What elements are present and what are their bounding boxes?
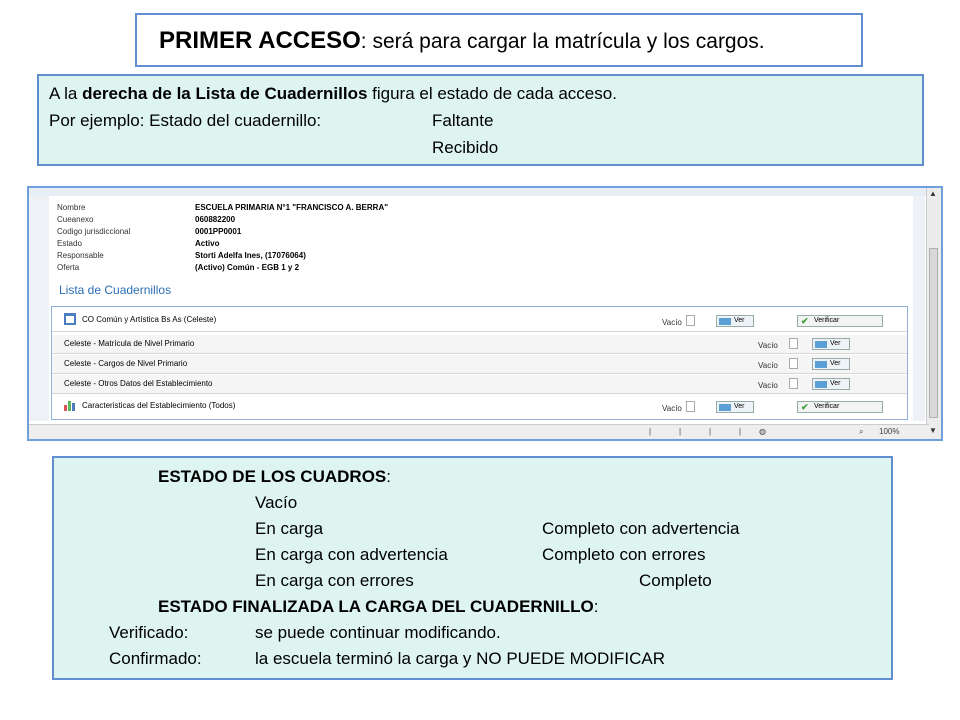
status-bar <box>29 424 929 439</box>
view-icon <box>719 318 731 325</box>
info-value-responsable: Storti Adelfa Ines, (17076064) <box>195 251 306 260</box>
status-text: Vacío <box>758 381 778 390</box>
state-completo-errores: Completo con errores <box>542 545 706 564</box>
ver-button[interactable] <box>716 401 754 413</box>
info-label-responsable: Responsable <box>57 251 104 260</box>
view-icon <box>719 404 731 411</box>
info-label-codigo: Codigo jurisdiccional <box>57 227 131 236</box>
chart-icon <box>64 399 76 411</box>
cuadernillos-list <box>51 306 908 420</box>
info-value-nombre: ESCUELA PRIMARIA N°1 "FRANCISCO A. BERRA" <box>195 203 389 212</box>
confirmado-text: la escuela terminó la carga y NO PUEDE MODIFICAR <box>255 649 666 668</box>
document-icon <box>686 401 695 412</box>
list-item-matricula[interactable] <box>52 335 907 354</box>
status-text: Vacío <box>758 361 778 370</box>
status-text: Vacío <box>662 404 682 413</box>
intro-line1-bold: derecha de la Lista de Cuadernillos <box>82 84 368 103</box>
verificado-label: Verificado: <box>109 623 189 642</box>
view-icon <box>815 361 827 368</box>
ver-label: Ver <box>830 360 841 367</box>
left-strip <box>29 196 49 421</box>
state-completo: Completo <box>639 571 712 590</box>
table-icon <box>64 313 76 325</box>
states-box <box>52 456 893 680</box>
intro-example-label: Por ejemplo: Estado del cuadernillo: <box>49 111 322 130</box>
right-strip <box>913 196 925 421</box>
intro-box <box>37 74 924 166</box>
zoom-level[interactable]: 100% <box>879 427 900 436</box>
vertical-scrollbar[interactable] <box>926 188 941 439</box>
window-top-bar <box>29 188 941 196</box>
ver-label: Ver <box>830 380 841 387</box>
states-heading-colon: : <box>386 467 391 486</box>
list-item-label: Caracteristicas del Establecimiento (Todos) <box>82 401 236 410</box>
list-item-group-co[interactable] <box>52 309 907 332</box>
ver-button[interactable] <box>812 378 850 390</box>
list-item-label: Celeste - Otros Datos del Establecimiento <box>64 379 213 388</box>
title-rest: : será para cargar la matrícula y los cargos. <box>360 30 765 53</box>
globe-icon: ◍ <box>759 427 766 436</box>
states-heading <box>158 467 391 487</box>
list-title: Lista de Cuadernillos <box>59 283 172 297</box>
status-separator-icon: | <box>739 427 742 436</box>
verificar-label: Verificar <box>814 317 840 324</box>
document-icon <box>686 315 695 326</box>
state-en-carga-advertencia: En carga con advertencia <box>255 545 448 564</box>
state-en-carga-errores: En carga con errores <box>255 571 414 590</box>
info-label-estado: Estado <box>57 239 82 248</box>
check-icon: ✔ <box>801 402 809 412</box>
view-icon <box>815 381 827 388</box>
verificado-text: se puede continuar modificando. <box>255 623 501 642</box>
final-heading <box>158 597 598 617</box>
scroll-thumb[interactable] <box>929 248 938 418</box>
intro-status-recibido: Recibido <box>432 138 499 157</box>
scroll-down-icon[interactable]: ▼ <box>929 426 937 435</box>
status-separator-icon: | <box>679 427 682 436</box>
info-value-oferta: (Activo) Común - EGB 1 y 2 <box>195 263 300 272</box>
states-heading-text: ESTADO DE LOS CUADROS <box>158 467 387 486</box>
state-completo-advertencia: Completo con advertencia <box>542 519 740 538</box>
title-bold: PRIMER ACCESO <box>159 27 361 54</box>
ver-button[interactable] <box>716 315 754 327</box>
info-value-cueanexo: 060882200 <box>195 215 236 224</box>
zoom-icon[interactable]: ⌕ <box>859 427 864 436</box>
status-separator-icon: | <box>709 427 712 436</box>
info-value-estado: Activo <box>195 239 220 248</box>
ver-label: Ver <box>734 403 745 410</box>
verificar-label: Verificar <box>814 403 840 410</box>
verificar-button[interactable] <box>797 315 883 327</box>
list-item-cargos[interactable] <box>52 355 907 374</box>
intro-line1-post: figura el estado de cada acceso. <box>367 84 617 103</box>
ver-button[interactable] <box>812 358 850 370</box>
ver-button[interactable] <box>812 338 850 350</box>
document-icon <box>789 358 798 369</box>
list-item-label: Celeste - Cargos de Nivel Primario <box>64 359 188 368</box>
info-label-cueanexo: Cueanexo <box>57 215 94 224</box>
verificar-button[interactable] <box>797 401 883 413</box>
status-text: Vacío <box>662 318 682 327</box>
title-box <box>135 13 863 67</box>
view-icon <box>815 341 827 348</box>
list-item-label: CO Común y Artística Bs As (Celeste) <box>82 315 217 324</box>
ver-label: Ver <box>830 340 841 347</box>
screenshot-panel <box>27 186 943 441</box>
list-item-group-caracteristicas[interactable] <box>52 395 907 417</box>
ver-label: Ver <box>734 317 745 324</box>
info-value-codigo: 0001PP0001 <box>195 227 242 236</box>
info-label-nombre: Nombre <box>57 203 86 212</box>
state-en-carga: En carga <box>255 519 324 538</box>
document-icon <box>789 338 798 349</box>
document-icon <box>789 378 798 389</box>
status-separator-icon: | <box>649 427 652 436</box>
state-vacio: Vacío <box>255 493 298 512</box>
confirmado-label: Confirmado: <box>109 649 202 668</box>
intro-status-faltante: Faltante <box>432 111 494 130</box>
list-item-label: Celeste - Matrícula de Nivel Primario <box>64 339 195 348</box>
info-label-oferta: Oferta <box>57 263 80 272</box>
final-heading-colon: : <box>593 597 599 616</box>
slide-title <box>159 27 765 55</box>
intro-line1-pre: A la <box>49 84 83 103</box>
list-item-otros-datos[interactable] <box>52 375 907 394</box>
intro-line-1 <box>49 84 617 104</box>
scroll-up-icon[interactable]: ▲ <box>929 189 937 198</box>
check-icon: ✔ <box>801 316 809 326</box>
status-text: Vacío <box>758 341 778 350</box>
final-heading-text: ESTADO FINALIZADA LA CARGA DEL CUADERNILLO <box>158 597 594 616</box>
